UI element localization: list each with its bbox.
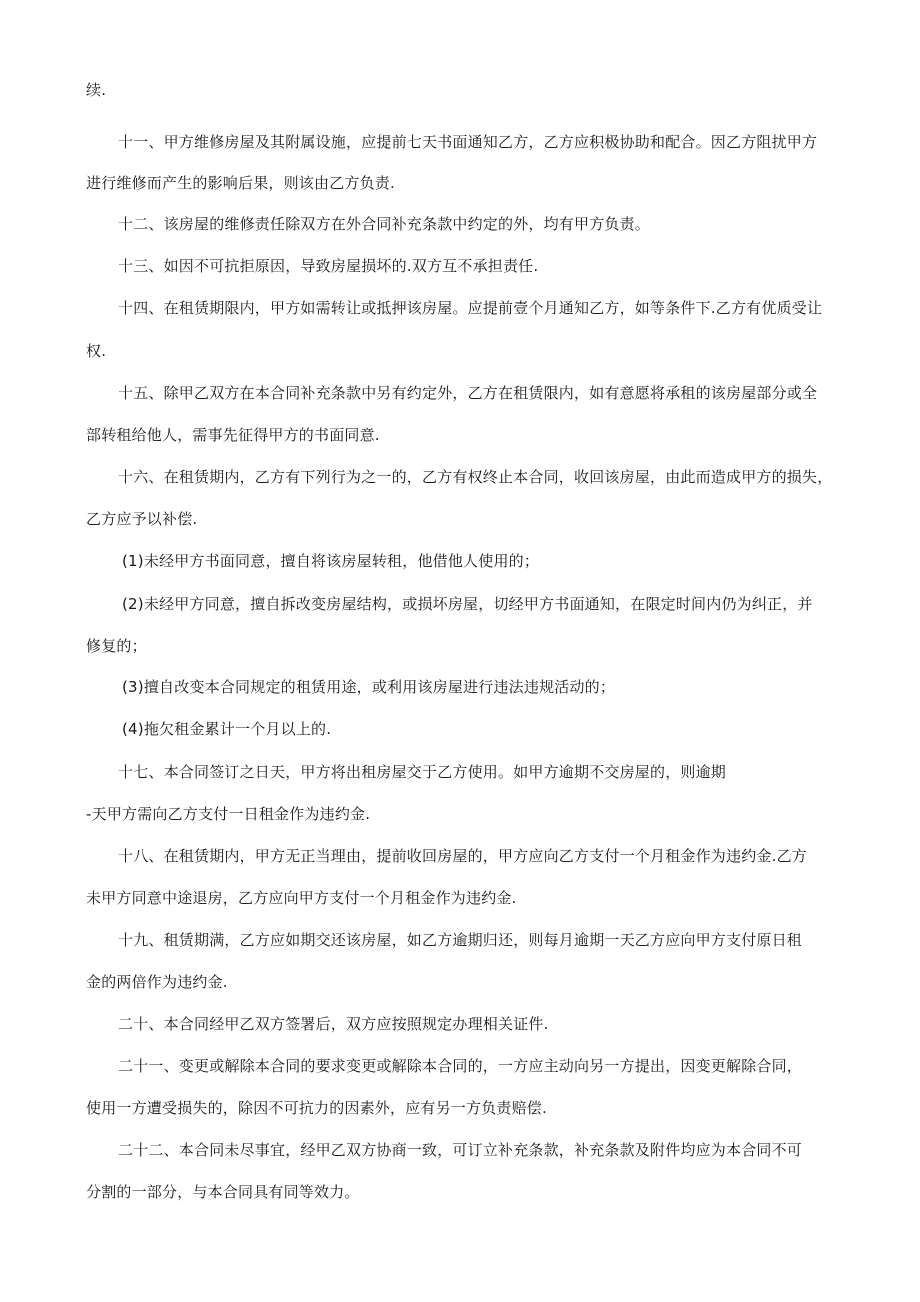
text-line: 十七、本合同签订之日天，甲方将出租房屋交于乙方使用。如甲方逾期不交房屋的，则逾期 — [118, 763, 727, 781]
text-line: 权. — [86, 342, 107, 360]
text-line: 进行维修而产生的影响后果，则该由乙方负责. — [86, 174, 395, 192]
text-line: 十九、租赁期满，乙方应如期交还该房屋，如乙方逾期归还，则每月逾期一天乙方应向甲方支付原日租 — [118, 931, 803, 949]
text-line: 十八、在租赁期内，甲方无正当理由，提前收回房屋的，甲方应向乙方支付一个月租金作为违约金.乙方 — [118, 847, 807, 865]
text-line: 未甲方同意中途退房，乙方应向甲方支付一个月租金作为违约金. — [86, 889, 517, 907]
text-line: 十六、在租赁期内，乙方有下列行为之一的，乙方有权终止本合同，收回该房屋，由此而造成甲方的损失， — [118, 468, 833, 486]
text-line: 十四、在租赁期限内，甲方如需转让或抵押该房屋。应提前壹个月通知乙方，如等条件下.乙方有优质受让 — [118, 299, 823, 317]
text-line: 使用一方遭受损失的，除因不可抗力的因素外，应有另一方负责赔偿. — [86, 1099, 547, 1117]
text-line: 二十二、本合同未尽事宜，经甲乙双方协商一致，可订立补充条款，补充条款及附件均应为本合同不可 — [118, 1141, 803, 1159]
text-line: 十三、如因不可抗拒原因，导致房屋损坏的.双方互不承担责任. — [118, 257, 539, 275]
text-line: 修复的； — [86, 637, 147, 655]
text-line: 十一、甲方维修房屋及其附属设施，应提前七天书面通知乙方，乙方应积极协助和配合。因乙方阻扰甲方 — [118, 133, 818, 151]
text-line: 二十一、变更或解除本合同的要求变更或解除本合同的，一方应主动向另一方提出，因变更解除合同， — [118, 1057, 803, 1075]
text-line: 续. — [86, 81, 107, 99]
text-line: -天甲方需向乙方支付一日租金作为违约金. — [86, 805, 371, 823]
text-line: (1)未经甲方书面同意，擅自将该房屋转租，他借他人使用的； — [122, 552, 540, 570]
text-line: 二十、本合同经甲乙双方签署后，双方应按照规定办理相关证件. — [118, 1015, 549, 1033]
text-line: 金的两倍作为违约金. — [86, 973, 228, 991]
text-line: 部转租给他人，需事先征得甲方的书面同意. — [86, 426, 380, 444]
text-line: 十二、该房屋的维修责任除双方在外合同补充条款中约定的外，均有甲方负责。 — [118, 215, 651, 233]
text-line: 分割的一部分，与本合同具有同等效力。 — [86, 1183, 360, 1201]
text-line: (4)拖欠租金累计一个月以上的. — [122, 720, 332, 738]
text-line: (2)未经甲方同意，擅自拆改变房屋结构，或损坏房屋，切经甲方书面通知，在限定时间内仍为纠正，并 — [122, 595, 813, 613]
text-line: (3)擅自改变本合同规定的租赁用途，或利用该房屋进行违法违规活动的； — [122, 678, 616, 696]
text-line: 乙方应予以补偿. — [86, 510, 198, 528]
text-line: 十五、除甲乙双方在本合同补充条款中另有约定外，乙方在租赁限内，如有意愿将承租的该房屋部分或全 — [118, 384, 818, 402]
